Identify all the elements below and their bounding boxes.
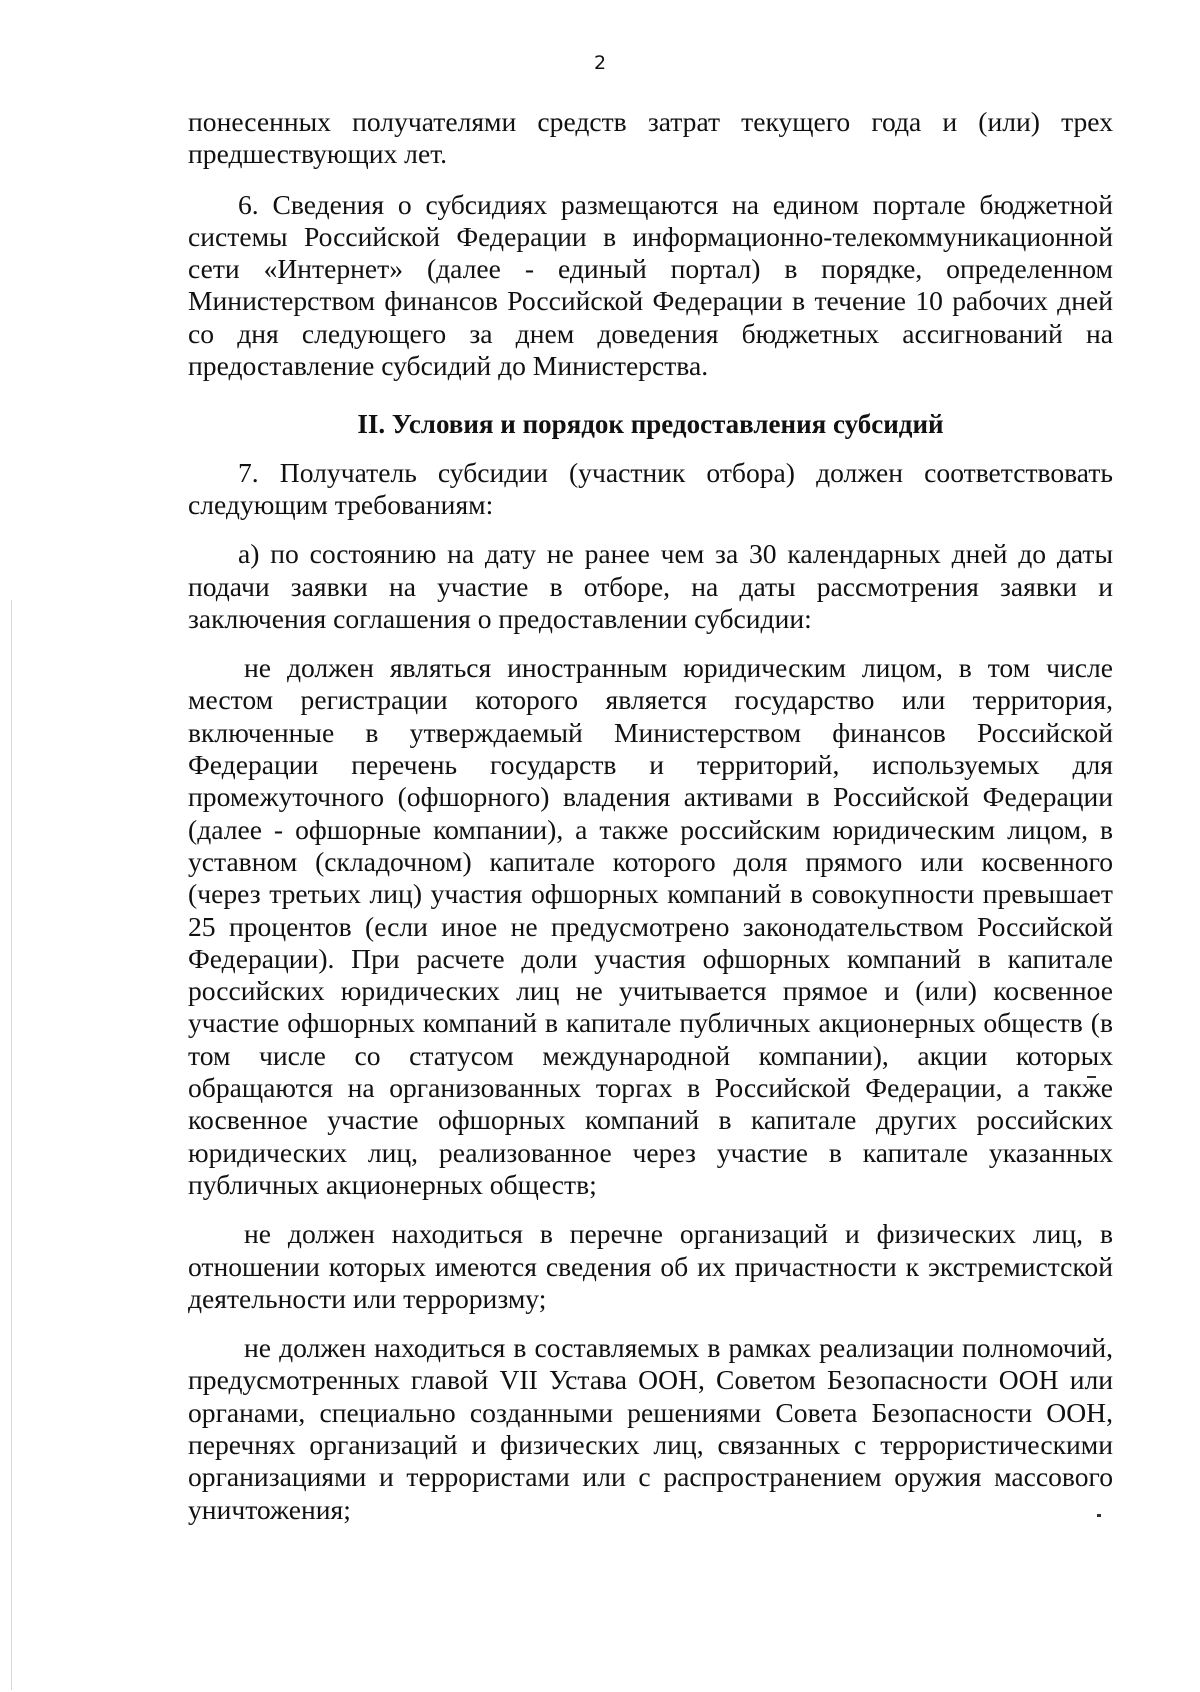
paragraph-continuation: понесенных получателями средств затрат текущего года и (или) трех предшествующих лет.: [188, 106, 1113, 170]
scan-edge-line: [11, 600, 12, 1690]
paragraph-6: 6. Сведения о субсидиях размещаются на едином портале бюджетной системы Российской Федерации в информационно-телекоммуникационной сети «Интернет» (далее - единый портал) в порядке, определенном Министерством финансов Российской Федерации в течение 10 рабочих дней со дня следующего за днем доведения бюджетных ассигнований на предоставление субсидий до Министерства.: [188, 188, 1113, 382]
requirement-offshore: не должен являться иностранным юридическим лицом, в том числе местом регистрации которого является государство или территория, включенные в утверждаемый Министерством финансов Российской Федерации перечень государств и территорий, используемых для промежуточного (офшорного) владения активами в Российской Федерации (далее - офшорные компании), а также российским юридическим лицом, в уставном (складочном) капитале которого доля прямого или косвенного (через третьих лиц) участия офшорных компаний в совокупности превышает 25 процентов (если иное не предусмотрено законодательством Российской Федерации). При расчете доли участия офшорных компаний в капитале российских юридических лиц не учитывается прямое и (или) косвенное участие офшорных компаний в капитале публичных акционерных обществ (в том числе со статусом международной компании), акции которых обращаются на организованных торгах в Российской Федерации, а также косвенное участие офшорных компаний в капитале других российских юридических лиц, реализованное через участие в капитале указанных публичных акционерных обществ;: [188, 652, 1113, 1200]
section-title: II. Условия и порядок предоставления субсидий: [357, 409, 944, 440]
paragraph-7a: а) по состоянию на дату не ранее чем за 30 календарных дней до даты подачи заявки на участие в отборе, на даты рассмотрения заявки и заключения соглашения о предоставлении субсидии:: [188, 538, 1113, 634]
page-number: 2: [593, 52, 607, 74]
requirement-un-lists: не должен находиться в составляемых в рамках реализации полномочий, предусмотренных главой VII Устава ООН, Советом Безопасности ООН или органами, специально созданными решениями Совета Безопасности ООН, перечнях организаций и физических лиц, связанных с террористическими организациями и террористами или с распространением оружия массового уничтожения;: [188, 1332, 1113, 1525]
paragraph-7: 7. Получатель субсидии (участник отбора) должен соответствовать следующим требованиям:: [188, 456, 1113, 520]
document-body: [188, 106, 1113, 1526]
requirement-extremism: не должен находиться в перечне организаций и физических лиц, в отношении которых имеются сведения об их причастности к экстремистской деятельности или терроризму;: [188, 1218, 1113, 1314]
